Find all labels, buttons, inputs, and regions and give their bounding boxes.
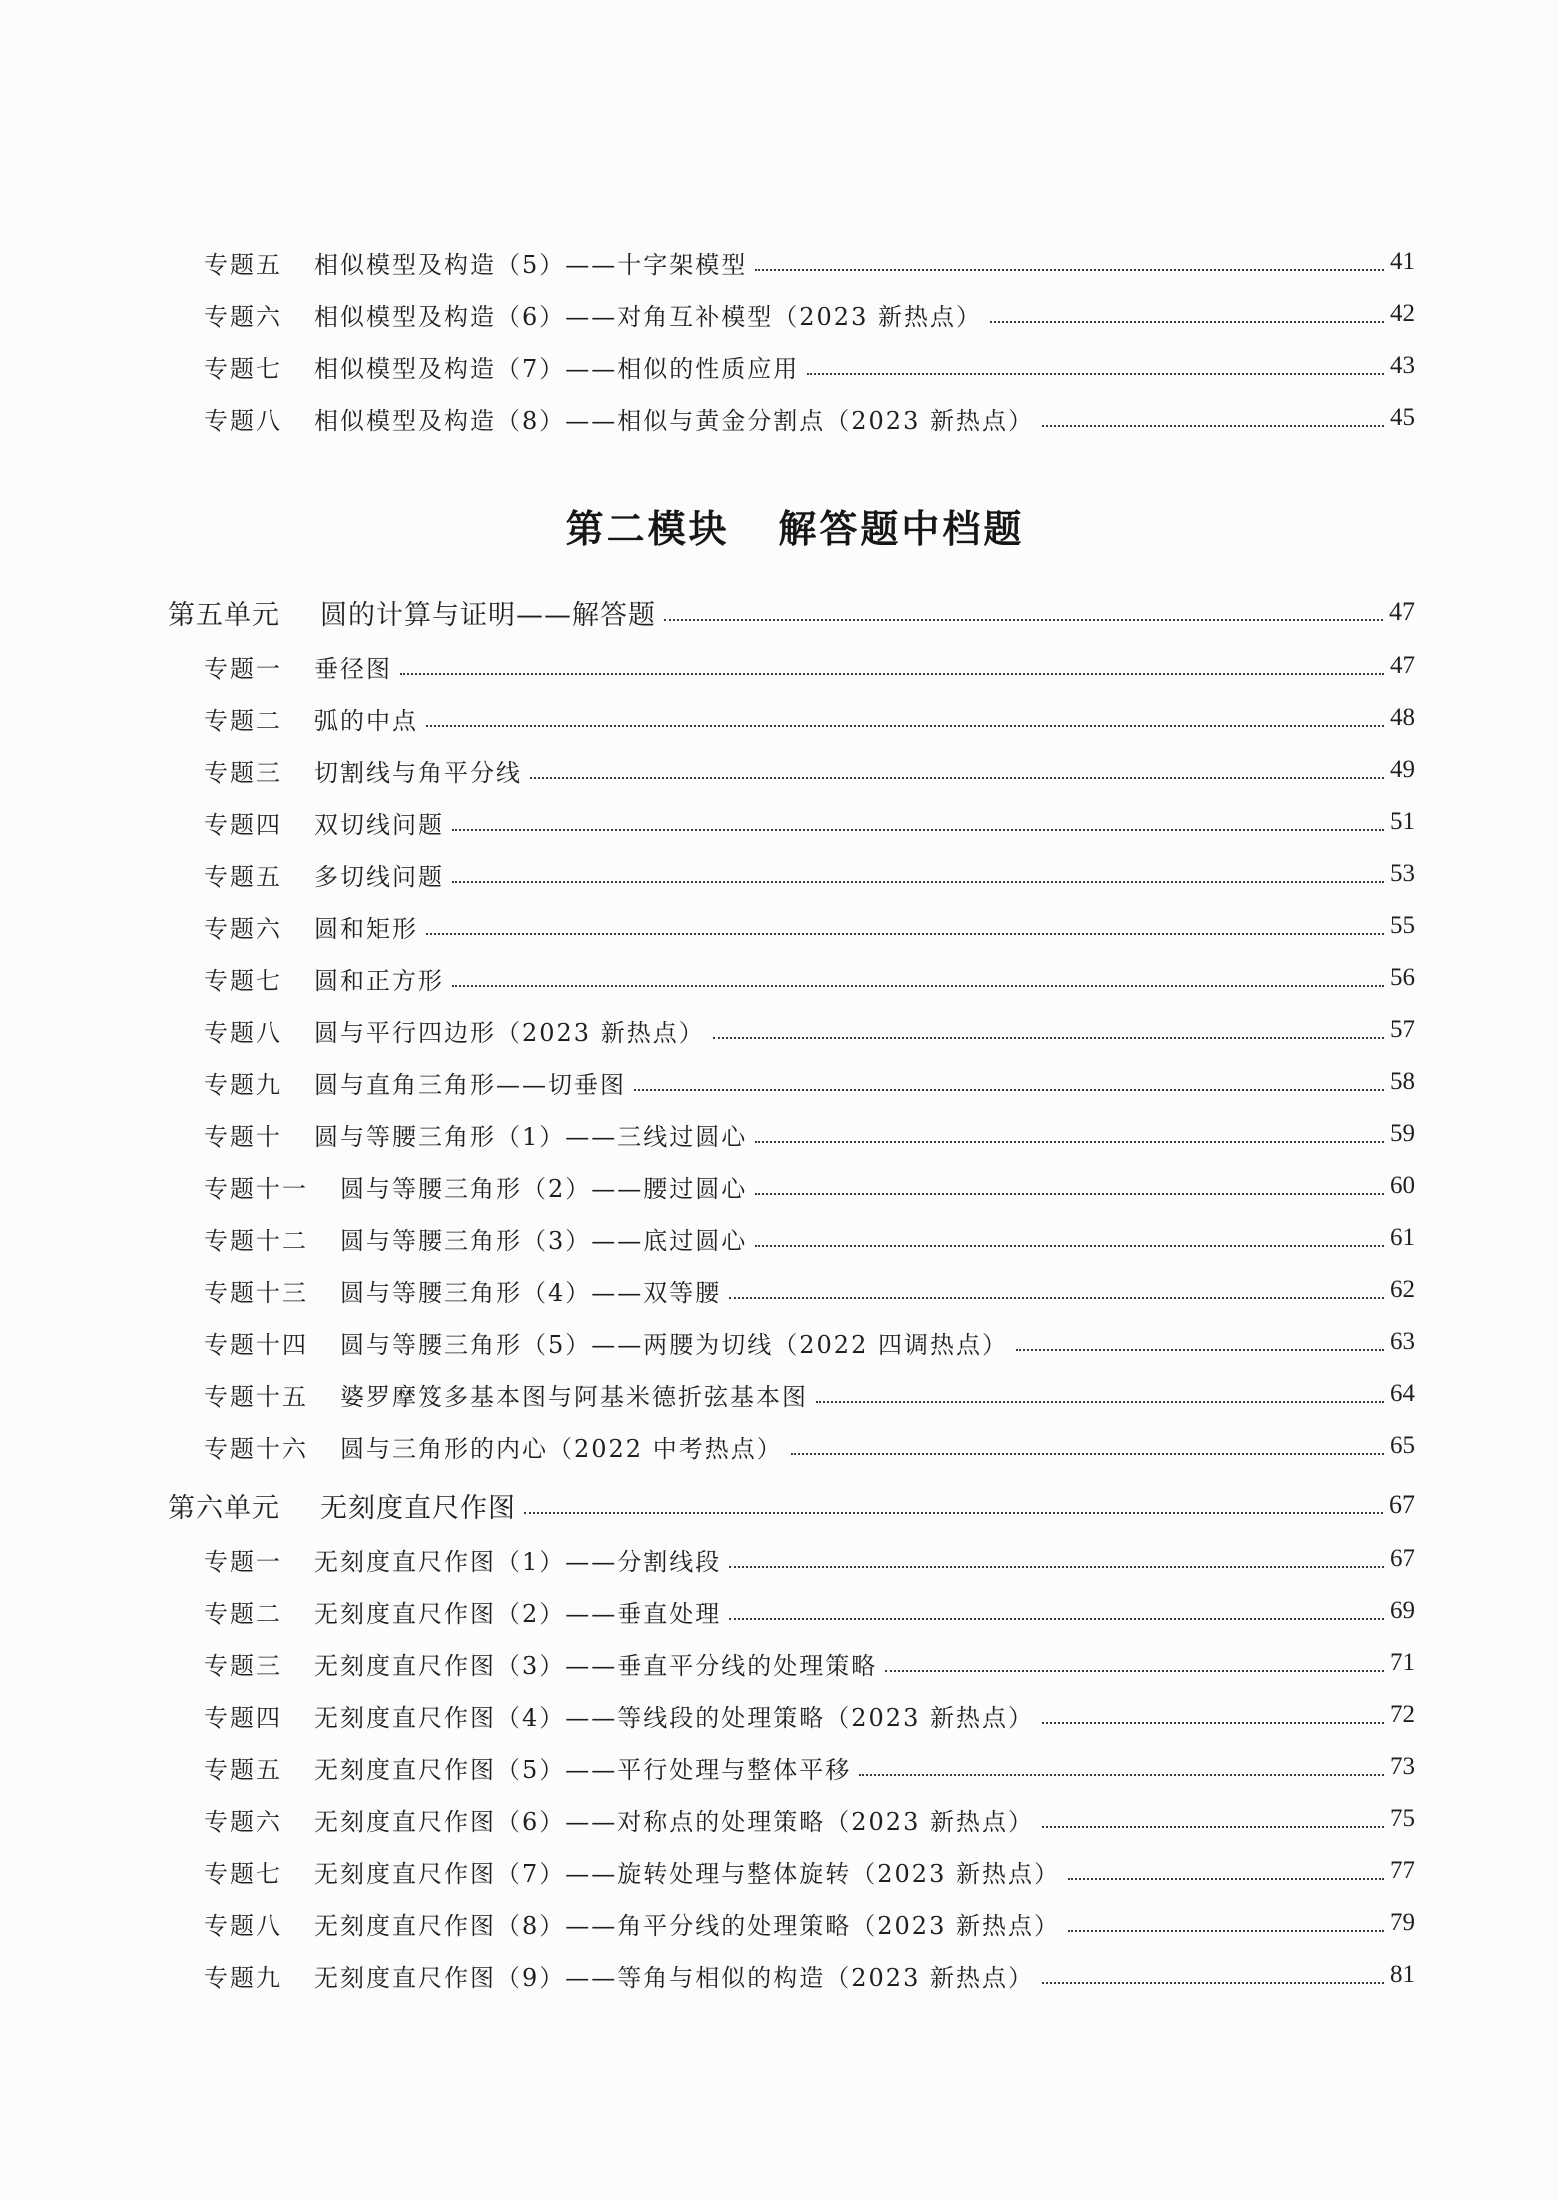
- entry-page-number: 65: [1390, 1432, 1415, 1459]
- entry-title: 弧的中点: [314, 706, 418, 735]
- entry-label: 第五单元: [168, 599, 280, 631]
- entry-page-number: 67: [1389, 1490, 1415, 1519]
- toc-entry: [0, 1368, 1558, 1420]
- dot-leader: [755, 1193, 1384, 1195]
- dot-leader: [1042, 1722, 1384, 1724]
- entry-label: 专题九: [204, 1070, 282, 1099]
- entry-label: 专题八: [204, 406, 282, 435]
- entry-title: 圆与三角形的内心（2022 中考热点）: [340, 1434, 783, 1463]
- dot-leader: [791, 1453, 1384, 1455]
- entry-label: 专题四: [204, 1703, 282, 1732]
- toc-entry: [0, 1212, 1558, 1264]
- dot-leader: [816, 1401, 1384, 1403]
- unit-section-5: [0, 584, 1558, 1472]
- entry-title: 圆与平行四边形（2023 新热点）: [314, 1018, 705, 1047]
- dot-leader: [755, 1245, 1384, 1247]
- entry-page-number: 79: [1390, 1909, 1415, 1936]
- toc-entry: [0, 1316, 1558, 1368]
- entry-title: 切割线与角平分线: [314, 758, 522, 787]
- entry-page-number: 61: [1390, 1224, 1415, 1251]
- entry-title: 双切线问题: [314, 810, 444, 839]
- entry-title: 圆与直角三角形——切垂图: [314, 1070, 626, 1099]
- dot-leader: [755, 1141, 1384, 1143]
- entry-label: 第六单元: [168, 1492, 280, 1524]
- entry-page-number: 56: [1390, 964, 1415, 991]
- unit-section-6: [0, 1477, 1558, 2001]
- entry-label: 专题七: [204, 354, 282, 383]
- toc-entry: [0, 744, 1558, 796]
- entry-title: 圆和矩形: [314, 914, 418, 943]
- entry-page-number: 81: [1390, 1961, 1415, 1988]
- toc-entry: [0, 692, 1558, 744]
- toc-entry: [0, 340, 1558, 392]
- entry-title: 圆与等腰三角形（3）——底过圆心: [340, 1226, 748, 1255]
- toc-entry: [0, 1689, 1558, 1741]
- dot-leader: [664, 619, 1383, 621]
- entry-title: 圆与等腰三角形（1）——三线过圆心: [314, 1122, 748, 1151]
- entry-page-number: 47: [1389, 597, 1415, 626]
- entry-title: 无刻度直尺作图（7）——旋转处理与整体旋转（2023 新热点）: [314, 1859, 1060, 1888]
- entry-label: 专题三: [204, 758, 282, 787]
- toc-entry: [0, 1533, 1558, 1585]
- dot-leader: [426, 933, 1384, 935]
- entry-title: 多切线问题: [314, 862, 444, 891]
- entry-label: 专题十三: [204, 1278, 308, 1307]
- entry-page-number: 71: [1390, 1649, 1415, 1676]
- entry-label: 专题二: [204, 1599, 282, 1628]
- entry-label: 专题十六: [204, 1434, 308, 1463]
- entry-page-number: 49: [1390, 756, 1415, 783]
- toc-entry: [0, 1585, 1558, 1637]
- dot-leader: [1016, 1349, 1384, 1351]
- entry-label: 专题一: [204, 654, 282, 683]
- entry-page-number: 55: [1390, 912, 1415, 939]
- entry-title: 无刻度直尺作图（4）——等线段的处理策略（2023 新热点）: [314, 1703, 1034, 1732]
- dot-leader: [755, 269, 1384, 271]
- entry-label: 专题六: [204, 1807, 282, 1836]
- entry-title: 无刻度直尺作图: [320, 1492, 516, 1524]
- dot-leader: [729, 1297, 1384, 1299]
- unit-heading-row: [0, 584, 1558, 640]
- toc-entry: [0, 1897, 1558, 1949]
- toc-entry: [0, 952, 1558, 1004]
- entry-label: 专题一: [204, 1547, 282, 1576]
- dot-leader: [1042, 1826, 1384, 1828]
- entry-label: 专题八: [204, 1911, 282, 1940]
- entry-title: 圆与等腰三角形（4）——双等腰: [340, 1278, 722, 1307]
- entry-page-number: 69: [1390, 1597, 1415, 1624]
- entry-title: 相似模型及构造（7）——相似的性质应用: [314, 354, 800, 383]
- toc-entry: [0, 1637, 1558, 1689]
- dot-leader: [1068, 1878, 1384, 1880]
- entry-page-number: 67: [1390, 1545, 1415, 1572]
- entry-label: 专题七: [204, 966, 282, 995]
- entry-page-number: 43: [1390, 352, 1415, 379]
- toc-entry: [0, 236, 1558, 288]
- entry-label: 专题十四: [204, 1330, 308, 1359]
- entry-label: 专题四: [204, 810, 282, 839]
- entry-page-number: 48: [1390, 704, 1415, 731]
- entry-title: 婆罗摩笈多基本图与阿基米德折弦基本图: [340, 1382, 808, 1411]
- dot-leader: [426, 725, 1384, 727]
- entry-label: 专题五: [204, 250, 282, 279]
- entry-title: 无刻度直尺作图（3）——垂直平分线的处理策略: [314, 1651, 878, 1680]
- dot-leader: [885, 1670, 1384, 1672]
- toc-entry: [0, 1845, 1558, 1897]
- toc-entry: [0, 1420, 1558, 1472]
- module-heading: 第二模块 解答题中档题: [565, 506, 1025, 551]
- entry-label: 专题九: [204, 1963, 282, 1992]
- entry-label: 专题十二: [204, 1226, 308, 1255]
- entry-label: 专题七: [204, 1859, 282, 1888]
- toc-entry: [0, 848, 1558, 900]
- entry-label: 专题十五: [204, 1382, 308, 1411]
- entry-page-number: 77: [1390, 1857, 1415, 1884]
- entry-page-number: 51: [1390, 808, 1415, 835]
- entry-page-number: 57: [1390, 1016, 1415, 1043]
- dot-leader: [530, 777, 1384, 779]
- toc-entry: [0, 1793, 1558, 1845]
- toc-entry: [0, 796, 1558, 848]
- entry-page-number: 75: [1390, 1805, 1415, 1832]
- dot-leader: [990, 321, 1384, 323]
- entry-label: 专题六: [204, 914, 282, 943]
- toc-entry: [0, 900, 1558, 952]
- entry-page-number: 73: [1390, 1753, 1415, 1780]
- dot-leader: [1068, 1930, 1384, 1932]
- dot-leader: [859, 1774, 1384, 1776]
- dot-leader: [1042, 1982, 1384, 1984]
- entry-page-number: 47: [1390, 652, 1415, 679]
- dot-leader: [807, 373, 1384, 375]
- entry-page-number: 59: [1390, 1120, 1415, 1147]
- unit-heading-row: [0, 1477, 1558, 1533]
- entry-title: 圆的计算与证明——解答题: [320, 599, 656, 631]
- dot-leader: [400, 673, 1384, 675]
- toc-entry: [0, 640, 1558, 692]
- toc-entry: [0, 1108, 1558, 1160]
- dot-leader: [729, 1618, 1384, 1620]
- dot-leader: [634, 1089, 1384, 1091]
- entry-label: 专题五: [204, 1755, 282, 1784]
- entry-label: 专题二: [204, 706, 282, 735]
- toc-entry: [0, 1056, 1558, 1108]
- entry-page-number: 64: [1390, 1380, 1415, 1407]
- dot-leader: [713, 1037, 1384, 1039]
- dot-leader: [729, 1566, 1384, 1568]
- entry-title: 相似模型及构造（6）——对角互补模型（2023 新热点）: [314, 302, 982, 331]
- entry-page-number: 62: [1390, 1276, 1415, 1303]
- toc-entry: [0, 288, 1558, 340]
- entry-title: 无刻度直尺作图（6）——对称点的处理策略（2023 新热点）: [314, 1807, 1034, 1836]
- entry-page-number: 53: [1390, 860, 1415, 887]
- dot-leader: [524, 1512, 1383, 1514]
- dot-leader: [452, 829, 1384, 831]
- toc-entry: [0, 1004, 1558, 1056]
- entry-page-number: 42: [1390, 300, 1415, 327]
- entry-page-number: 63: [1390, 1328, 1415, 1355]
- entry-page-number: 45: [1390, 404, 1415, 431]
- entry-label: 专题十: [204, 1122, 282, 1151]
- toc-continued-entries: [0, 236, 1558, 444]
- entry-page-number: 72: [1390, 1701, 1415, 1728]
- entry-label: 专题五: [204, 862, 282, 891]
- toc-entry: [0, 1160, 1558, 1212]
- entry-label: 专题十一: [204, 1174, 308, 1203]
- entry-title: 相似模型及构造（5）——十字架模型: [314, 250, 748, 279]
- entry-title: 无刻度直尺作图（5）——平行处理与整体平移: [314, 1755, 852, 1784]
- toc-entry: [0, 1264, 1558, 1316]
- entry-title: 无刻度直尺作图（8）——角平分线的处理策略（2023 新热点）: [314, 1911, 1060, 1940]
- toc-entry: [0, 392, 1558, 444]
- toc-entry: [0, 1949, 1558, 2001]
- entry-label: 专题八: [204, 1018, 282, 1047]
- dot-leader: [1042, 425, 1384, 427]
- entry-title: 无刻度直尺作图（1）——分割线段: [314, 1547, 722, 1576]
- entry-page-number: 41: [1390, 248, 1415, 275]
- dot-leader: [452, 985, 1384, 987]
- entry-title: 圆与等腰三角形（5）——两腰为切线（2022 四调热点）: [340, 1330, 1008, 1359]
- entry-title: 相似模型及构造（8）——相似与黄金分割点（2023 新热点）: [314, 406, 1034, 435]
- entry-title: 圆与等腰三角形（2）——腰过圆心: [340, 1174, 748, 1203]
- toc-entry: [0, 1741, 1558, 1793]
- entry-page-number: 60: [1390, 1172, 1415, 1199]
- entry-title: 无刻度直尺作图（2）——垂直处理: [314, 1599, 722, 1628]
- dot-leader: [452, 881, 1384, 883]
- entry-page-number: 58: [1390, 1068, 1415, 1095]
- entry-title: 圆和正方形: [314, 966, 444, 995]
- entry-title: 无刻度直尺作图（9）——等角与相似的构造（2023 新热点）: [314, 1963, 1034, 1992]
- entry-title: 垂径图: [314, 654, 392, 683]
- entry-label: 专题三: [204, 1651, 282, 1680]
- entry-label: 专题六: [204, 302, 282, 331]
